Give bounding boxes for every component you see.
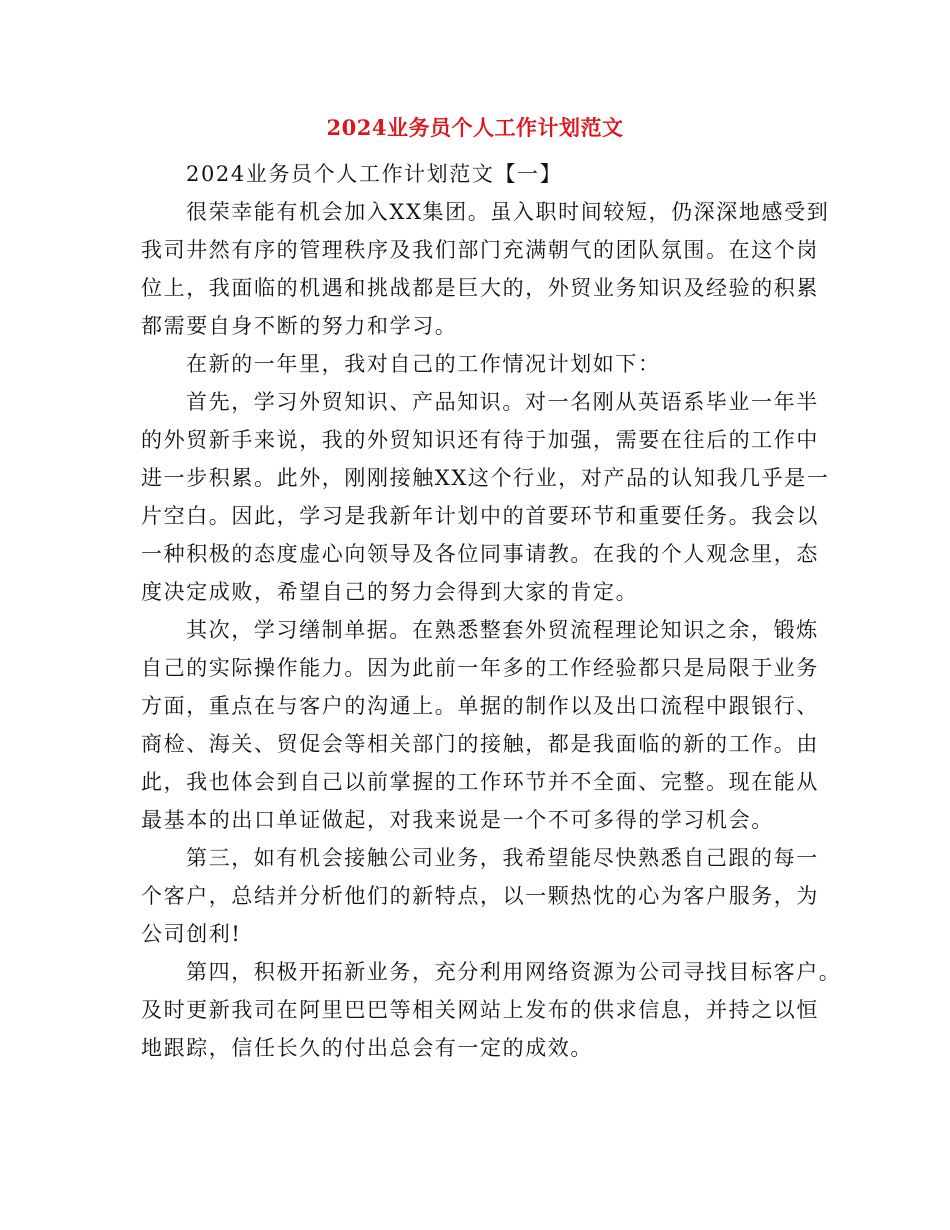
paragraph-line: 此，我也体会到自己以前掌握的工作环节并不全面、完整。现在能从 [141,770,819,794]
paragraph-line: 公司创利! [141,922,242,946]
paragraph-line: 第三，如有机会接触公司业务，我希望能尽快熟悉自己跟的每一 [186,846,819,870]
paragraph-line: 第四，积极开拓新业务，充分利用网络资源为公司寻找目标客户。 [186,960,842,984]
paragraph-line: 方面，重点在与客户的沟通上。单据的制作以及出口流程中跟银行、 [141,694,819,718]
paragraph-line: 商检、海关、贸促会等相关部门的接触，都是我面临的新的工作。由 [141,732,819,756]
paragraph-line: 片空白。因此，学习是我新年计划中的首要环节和重要任务。我会以 [141,504,819,528]
paragraph-line: 个客户，总结并分析他们的新特点，以一颗热忱的心为客户服务，为 [141,884,819,908]
paragraph-line: 度决定成败，希望自己的努力会得到大家的肯定。 [141,580,639,604]
paragraph-line: 自己的实际操作能力。因为此前一年多的工作经验都只是局限于业务 [141,656,819,680]
paragraph-line: 其次，学习缮制单据。在熟悉整套外贸流程理论知识之余，锻炼 [186,618,819,642]
paragraph-line: 很荣幸能有机会加入XX集团。虽入职时间较短，仍深深地感受到 [186,200,830,224]
section-heading: 2024业务员个人工作计划范文【一】 [186,162,563,186]
paragraph-line: 及时更新我司在阿里巴巴等相关网站上发布的供求信息，并持之以恒 [141,998,819,1022]
paragraph-line: 的外贸新手来说，我的外贸知识还有待于加强，需要在往后的工作中 [141,428,819,452]
document-title: 2024业务员个人工作计划范文 [326,115,624,140]
paragraph-line: 最基本的出口单证做起，对我来说是一个不可多得的学习机会。 [141,808,774,832]
paragraph-line: 首先，学习外贸知识、产品知识。对一名刚从英语系毕业一年半 [186,390,819,414]
paragraph-line: 一种积极的态度虚心向领导及各位同事请教。在我的个人观念里，态 [141,542,819,566]
document-body [141,155,842,1067]
paragraph-line: 位上，我面临的机遇和挑战都是巨大的，外贸业务知识及经验的积累 [141,276,819,300]
paragraph-line: 地跟踪，信任长久的付出总会有一定的成效。 [141,1036,593,1060]
paragraph-line: 在新的一年里，我对自己的工作情况计划如下： [186,352,661,376]
paragraph-line: 我司井然有序的管理秩序及我们部门充满朝气的团队氛围。在这个岗 [141,238,819,262]
paragraph-line: 都需要自身不断的努力和学习。 [141,314,458,338]
paragraph-line: 进一步积累。此外，刚刚接触XX这个行业，对产品的认知我几乎是一 [141,466,830,490]
